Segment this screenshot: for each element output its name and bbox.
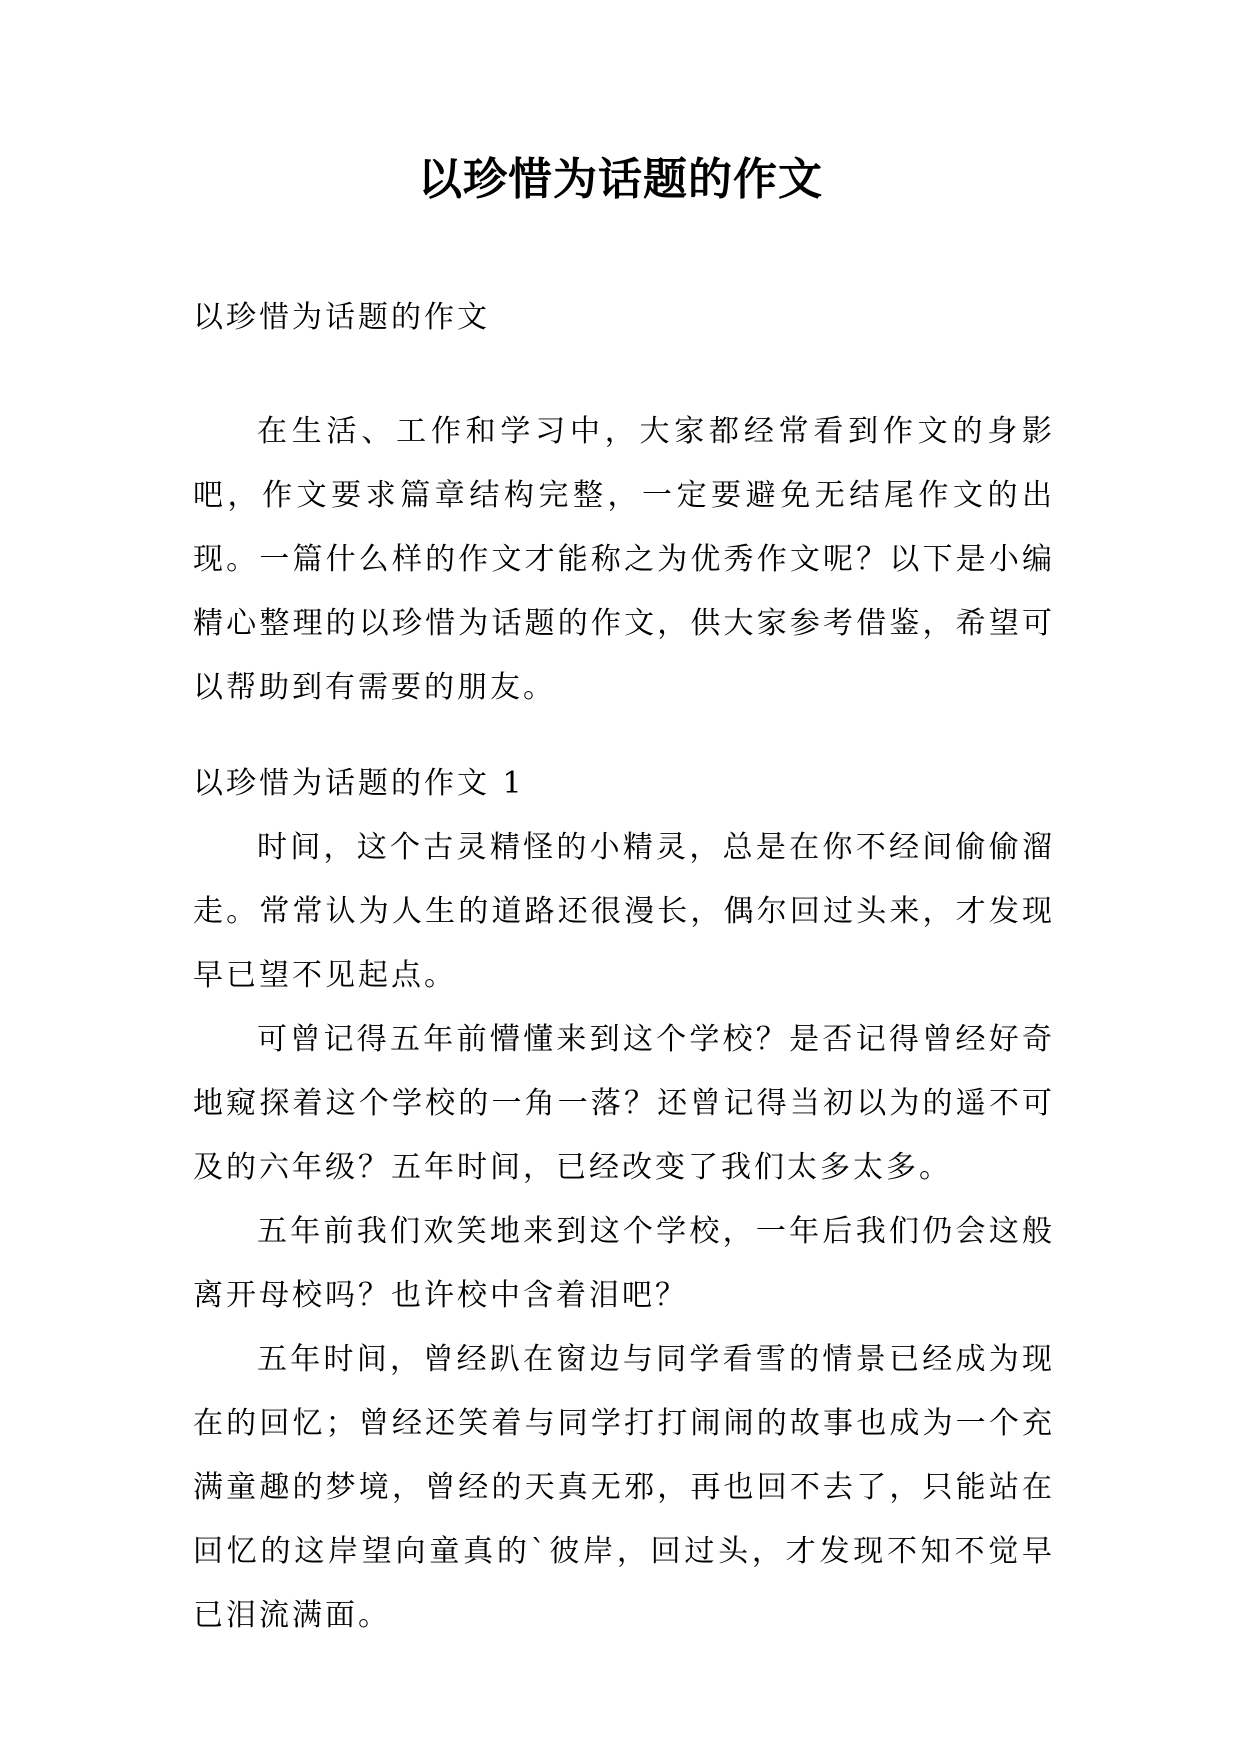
section-paragraph: 时间，这个古灵精怪的小精灵，总是在你不经间偷偷溜走。常常认为人生的道路还很漫长，偶尔回过头来，才发现早已望不见起点。 — [193, 830, 1055, 993]
intro-paragraph — [193, 400, 1055, 720]
document-subtitle — [193, 286, 1055, 350]
essay-section-1 — [193, 752, 1055, 1648]
subtitle-text: 以珍惜为话题的作文 — [193, 300, 490, 335]
section-heading: 以珍惜为话题的作文 1 — [193, 766, 525, 801]
section-paragraph: 可曾记得五年前懵懂来到这个学校？是否记得曾经好奇地窥探着这个学校的一角一落？还曾记得当初以为的遥不可及的六年级？五年时间，已经改变了我们太多太多。 — [193, 1022, 1055, 1185]
document-title: 以珍惜为话题的作文 — [418, 154, 823, 205]
intro-text: 在生活、工作和学习中，大家都经常看到作文的身影吧，作文要求篇章结构完整，一定要避免无结尾作文的出现。一篇什么样的作文才能称之为优秀作文呢？以下是小编精心整理的以珍惜为话题的作文，供大家参考借鉴，希望可以帮助到有需要的朋友。 — [193, 414, 1055, 705]
section-paragraph: 五年时间，曾经趴在窗边与同学看雪的情景已经成为现在的回忆；曾经还笑着与同学打打闹闹的故事也成为一个充满童趣的梦境，曾经的天真无邪，再也回不去了，只能站在回忆的这岸望向童真的`彼岸，回过头，才发现不知不觉早已泪流满面。 — [193, 1342, 1055, 1633]
section-paragraph: 五年前我们欢笑地来到这个学校，一年后我们仍会这般离开母校吗？也许校中含着泪吧？ — [193, 1214, 1055, 1313]
